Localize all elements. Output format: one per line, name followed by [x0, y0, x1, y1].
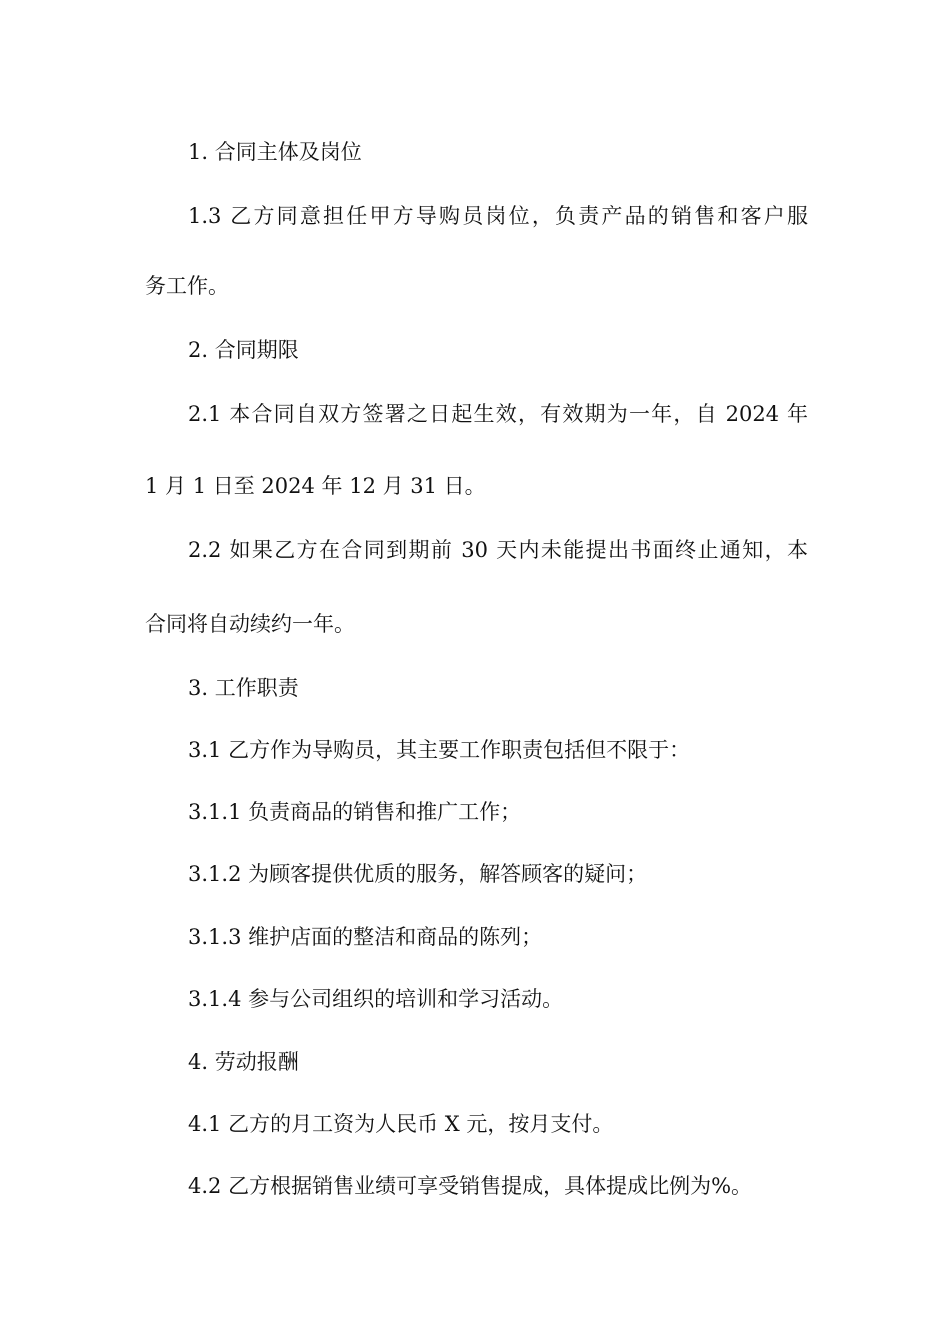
clause-1-3-line-2: 务工作。: [145, 274, 229, 298]
clause-4-1: 4.1 乙方的月工资为人民币 X 元，按月支付。: [188, 1112, 614, 1136]
clause-3-1-4: 3.1.4 参与公司组织的培训和学习活动。: [188, 987, 564, 1011]
section-heading-3: 3. 工作职责: [188, 676, 299, 700]
clause-2-1-line-1: 2.1 本合同自双方签署之日起生效，有效期为一年，自 2024 年: [188, 402, 808, 426]
clause-3-1: 3.1 乙方作为导购员，其主要工作职责包括但不限于：: [188, 738, 691, 762]
clause-4-2: 4.2 乙方根据销售业绩可享受销售提成，具体提成比例为%。: [188, 1174, 753, 1198]
section-heading-1: 1. 合同主体及岗位: [188, 140, 362, 164]
clause-2-2-line-1: 2.2 如果乙方在合同到期前 30 天内未能提出书面终止通知，本: [188, 538, 808, 562]
clause-2-2-line-2: 合同将自动续约一年。: [145, 612, 355, 636]
clause-1-3-line-1: 1.3 乙方同意担任甲方导购员岗位，负责产品的销售和客户服: [188, 204, 808, 228]
clause-2-1-line-2: 1 月 1 日至 2024 年 12 月 31 日。: [145, 474, 486, 498]
clause-3-1-1: 3.1.1 负责商品的销售和推广工作；: [188, 800, 522, 824]
clause-3-1-2: 3.1.2 为顾客提供优质的服务，解答顾客的疑问；: [188, 862, 648, 886]
section-heading-4: 4. 劳动报酬: [188, 1050, 299, 1074]
clause-3-1-3: 3.1.3 维护店面的整洁和商品的陈列；: [188, 925, 543, 949]
section-heading-2: 2. 合同期限: [188, 338, 299, 362]
